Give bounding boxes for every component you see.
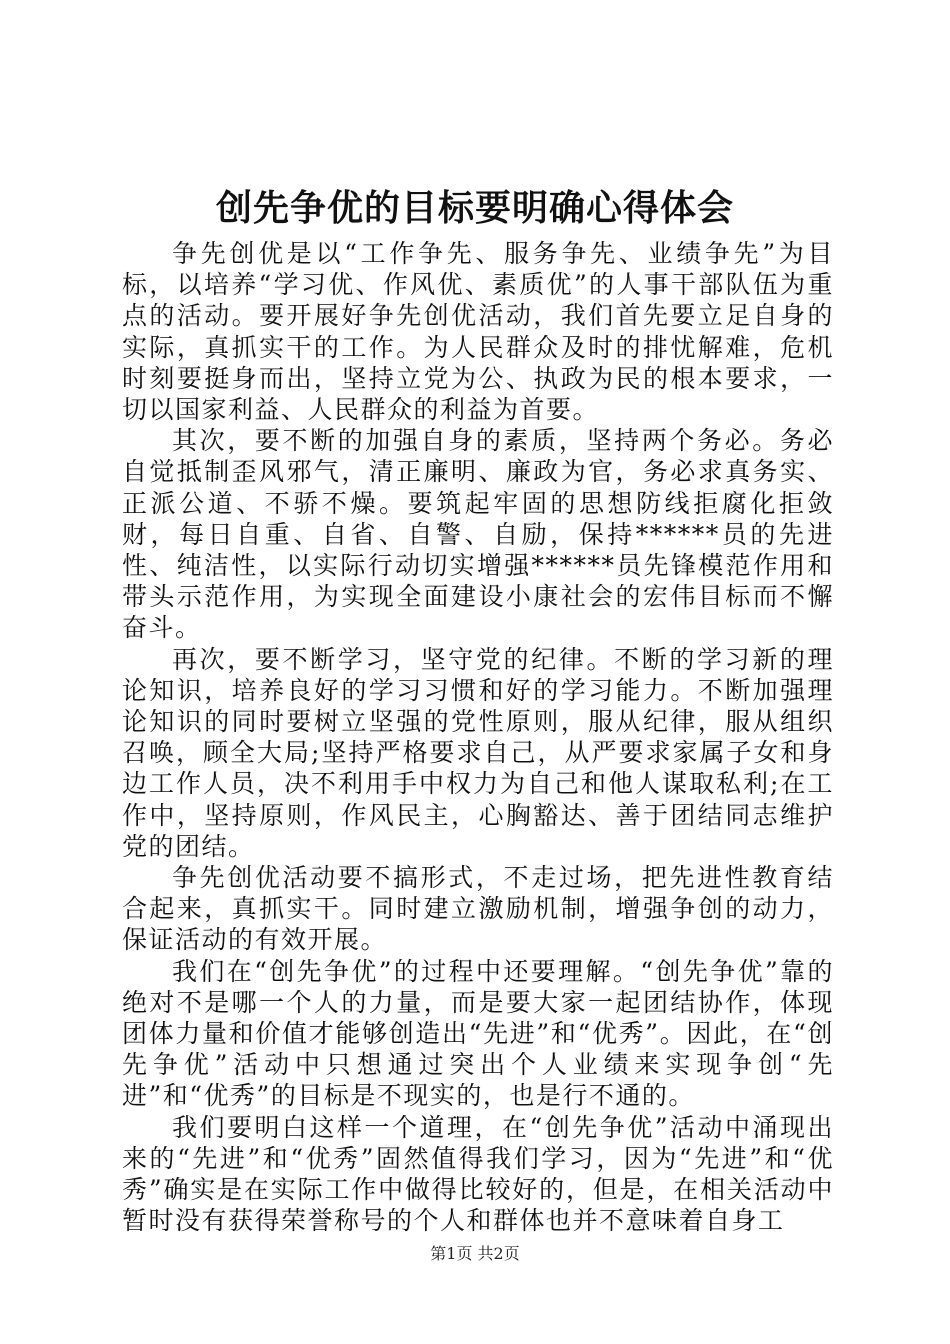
paragraph-2: 其次，要不断的加强自身的素质，坚持两个务必。务必自觉抵制歪风邪气，清正廉明、廉政为官，务必求真务实、正派公道、不骄不燥。要筑起牢固的思想防线拒腐化拒敛财，每日自重、自省、自警、自励，保持******员的先进性、纯洁性，以实际行动切实增强******员先锋模范作用和带头示范作用，为实现全面建设小康社会的宏伟目标而不懈奋斗。: [122, 426, 834, 643]
page-footer: [0, 1243, 950, 1265]
paragraph-3: 再次，要不断学习，坚守党的纪律。不断的学习新的理论知识，培养良好的学习习惯和好的学习能力。不断加强理论知识的同时要树立坚强的党性原则，服从纪律，服从组织召唤，顾全大局;坚持严格要求自己，从严要求家属子女和身边工作人员，决不利用手中权力为自己和他人谋取私利;在工作中，坚持原则，作风民主，心胸豁达、善于团结同志维护党的团结。: [122, 644, 834, 861]
document-body: [122, 238, 834, 1237]
page-number-indicator: 第1页 共2页: [430, 1244, 520, 1263]
paragraph-5: 我们在“创先争优”的过程中还要理解。“创先争优”靠的绝对不是哪一个人的力量，而是要大家一起团结协作，体现团体力量和价值才能够创造出“先进”和“优秀”。因此，在“创先争优”活动中只想通过突出个人业绩来实现争创“先进”和“优秀”的目标是不现实的，也是行不通的。: [122, 956, 834, 1111]
paragraph-4: 争先创优活动要不搞形式，不走过场，把先进性教育结合起来，真抓实干。同时建立激励机制，增强争创的动力，保证活动的有效开展。: [122, 863, 834, 955]
document-title: 创先争优的目标要明确心得体会: [215, 188, 734, 229]
paragraph-1: 争先创优是以“工作争先、服务争先、业绩争先”为目标，以培养“学习优、作风优、素质优”的人事干部队伍为重点的活动。要开展好争先创优活动，我们首先要立足自身的实际，真抓实干的工作。为人民群众及时的排忧解难，危机时刻要挺身而出，坚持立党为公、执政为民的根本要求，一切以国家利益、人民群众的利益为首要。: [122, 239, 834, 425]
paragraph-6: 我们要明白这样一个道理，在“创先争优”活动中涌现出来的“先进”和“优秀”固然值得我们学习，因为“先进”和“优秀”确实是在实际工作中做得比较好的，但是，在相关活动中暂时没有获得荣誉称号的个人和群体也并不意味着自身工: [122, 1112, 834, 1236]
